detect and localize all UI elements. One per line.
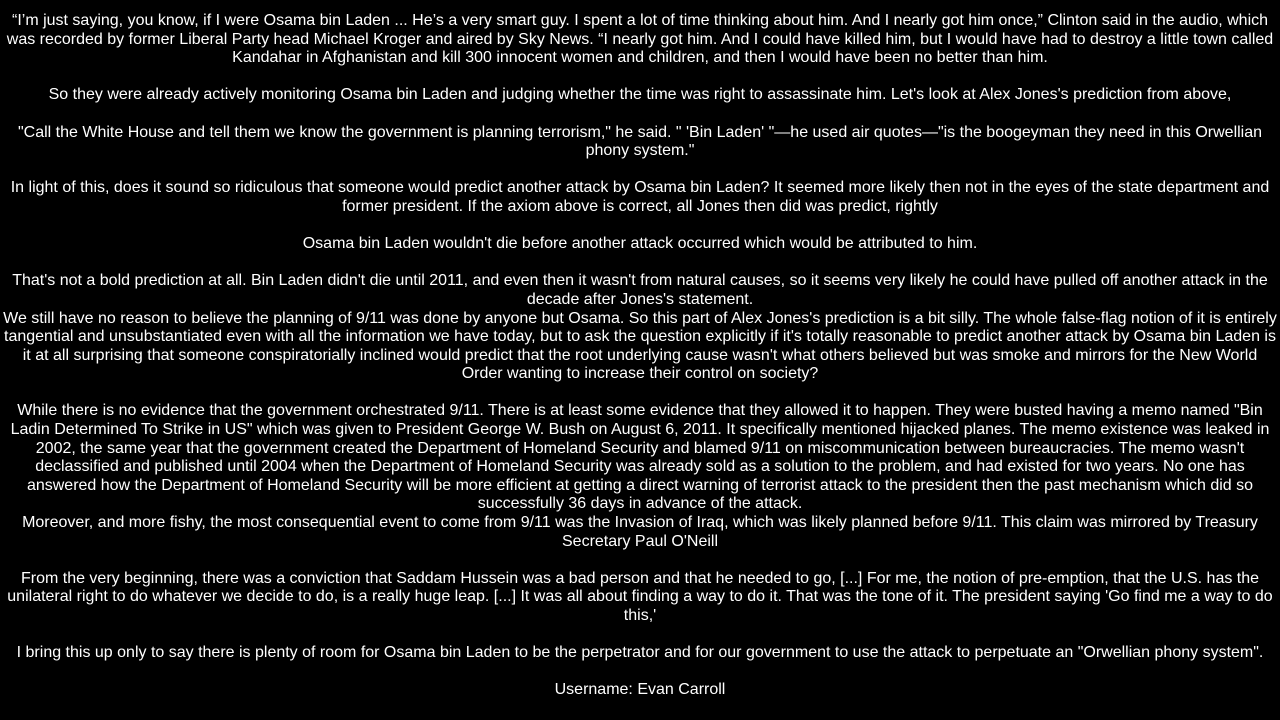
paragraph-alex-jones-quote: "Call the White House and tell them we know the government is planning terrorism," he said. " 'Bin Laden' "—he used air quotes—"is the boogeyman they need in this Orwellian phony system."	[17, 123, 1263, 160]
username-line: Username: Evan Carroll	[554, 681, 726, 699]
paragraph-not-bold-prediction: That's not a bold prediction at all. Bin Laden didn't die until 2011, and even then it wasn't from natural causes, so it seems very likely he could have pulled off another attack in the decade after Jones's statement.	[12, 272, 1268, 308]
paragraph-prediction: Osama bin Laden wouldn't die before another attack occurred which would be attributed to him.	[302, 235, 978, 253]
paragraph-in-light-of-this: In light of this, does it sound so ridiculous that someone would predict another attack by Osama bin Laden? It seemed more likely then not in the eyes of the state department and former president. If the axiom above is correct, all Jones then did was predict, rightly	[10, 179, 1270, 215]
paragraph-conclusion: I bring this up only to say there is plenty of room for Osama bin Laden to be the perpetrator and for our government to use the attack to perpetuate an "Orwellian phony system".	[16, 644, 1264, 662]
paragraph-monitoring: So they were already actively monitoring Osama bin Laden and judging whether the time was right to assassinate him. Let's look at Alex Jones's prediction from above,	[48, 86, 1232, 104]
paragraph-oneill-quote: From the very beginning, there was a conviction that Saddam Hussein was a bad person and that he needed to go, [...] For me, the notion of pre-emption, that the U.S. has the unilateral right to do whatever we decide to do, is a really huge leap. [...] It was all about finding a way to do it. That was the tone of it. The president saying 'Go find me a way to do this,'	[7, 569, 1273, 624]
paragraph-invasion-of-iraq: Moreover, and more fishy, the most consequential event to come from 9/11 was the Invasion of Iraq, which was likely planned before 9/11. This claim was mirrored by Treasury Secretary Paul O'Neill	[22, 514, 1258, 550]
paragraph-memo-evidence: While there is no evidence that the government orchestrated 9/11. There is at least some evidence that they allowed it to happen. They were busted having a memo named "Bin Ladin Determined To Strike in US" which was given to President George W. Bush on August 6, 2011. It specifically mentioned hijacked planes. The memo existence was leaked in 2002, the same year that the government created the Department of Homeland Security and blamed 9/11 on miscommunication between bureaucracies. The memo wasn't declassified and published until 2004 when the Department of Homeland Security was already sold as a solution to the problem, and had existed for two years. No one has answered how the Department of Homeland Security will be more efficient at getting a direct warning of terrorist attack to the president then the past mechanism which did so successfully 36 days in advance of the attack.	[10, 402, 1270, 513]
paragraph-no-reason-to-believe: We still have no reason to believe the planning of 9/11 was done by anyone but Osama. So this part of Alex Jones's prediction is a bit silly. The whole false-flag notion of it is entirely tangential and unsubstantiated even with all the information we have today, but to ask the question explicitly if it's totally reasonable to predict another attack by Osama bin Laden is it at all surprising that someone conspiratorially inclined would predict that the root underlying cause wasn't what others believed but was smoke and mirrors for the New World Order wanting to increase their control on society?	[3, 309, 1277, 383]
paragraph-clinton-quote: “I’m just saying, you know, if I were Osama bin Laden ... He’s a very smart guy. I spent a lot of time thinking about him. And I nearly got him once,” Clinton said in the audio, which was recorded by former Liberal Party head Michael Kroger and aired by Sky News. “I nearly got him. And I could have killed him, but I would have had to destroy a little town called Kandahar in Afghanistan and kill 300 innocent women and children, and then I would have been no better than him.	[6, 12, 1274, 67]
